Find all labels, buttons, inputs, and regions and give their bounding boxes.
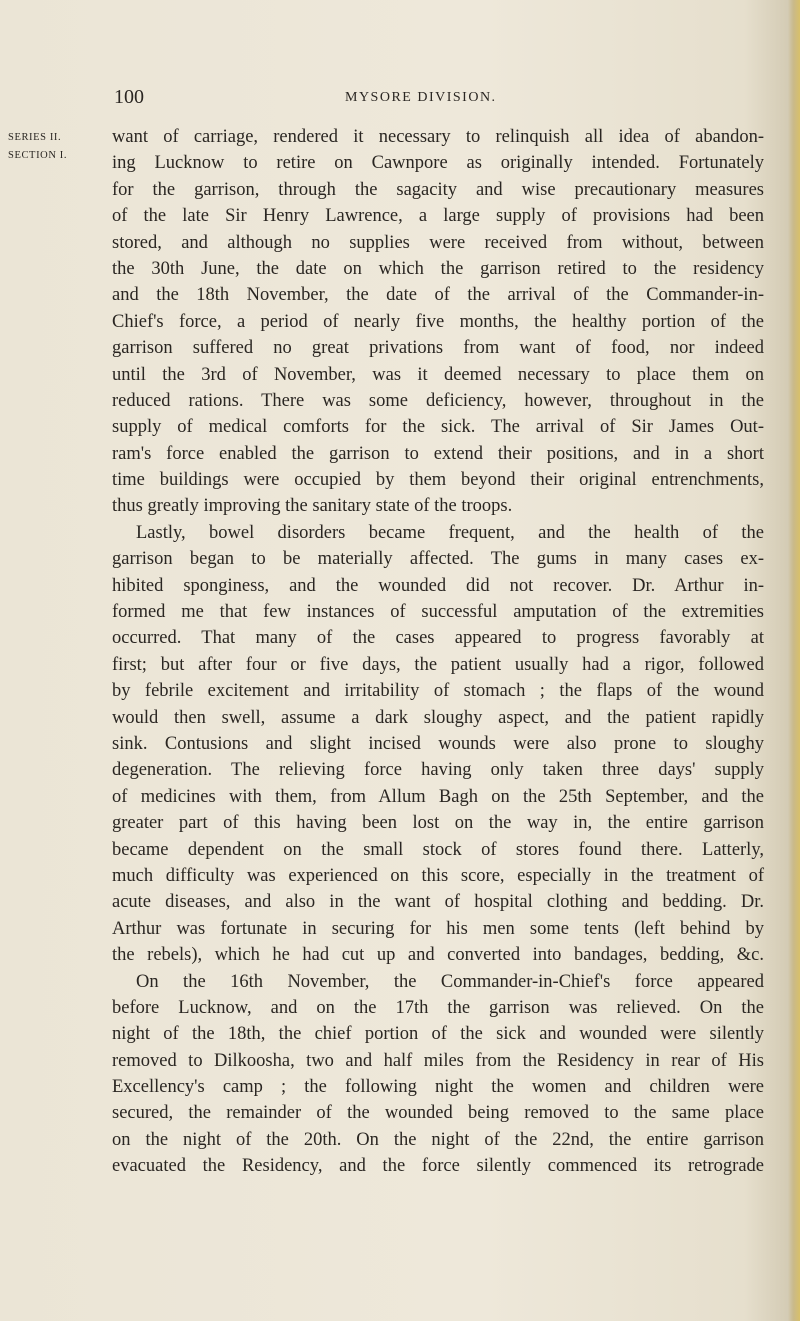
running-head bbox=[0, 86, 800, 116]
text-line: would then swell, assume a dark sloughy aspect, and the patient rapidly bbox=[112, 707, 764, 728]
running-title: MYSORE DIVISION. bbox=[345, 90, 497, 105]
text-line: time buildings were occupied by them beyond their original entrenchments, bbox=[112, 470, 764, 491]
text-line: secured, the remainder of the wounded being removed to the same place bbox=[112, 1103, 764, 1124]
text-line: greater part of this having been lost on the way in, the entire garrison bbox=[112, 813, 764, 834]
text-line: on the night of the 20th. On the night of the 22nd, the entire garrison bbox=[112, 1129, 764, 1150]
text-line: ram's force enabled the garrison to extend their positions, and in a short bbox=[112, 443, 764, 464]
text-line: evacuated the Residency, and the force silently commenced its retrograde bbox=[112, 1156, 764, 1177]
text-line: first; but after four or five days, the patient usually had a rigor, followed bbox=[112, 654, 764, 675]
margin-note bbox=[8, 129, 88, 165]
text-line: until the 3rd of November, was it deemed necessary to place them on bbox=[112, 364, 764, 385]
page-number: 100 bbox=[114, 86, 144, 108]
text-line: of the late Sir Henry Lawrence, a large supply of provisions had been bbox=[112, 206, 764, 227]
text-line: stored, and although no supplies were received from without, between bbox=[112, 232, 764, 253]
paragraph-start-line: Lastly, bowel disorders became frequent, and the health of the bbox=[136, 522, 764, 543]
text-line: acute diseases, and also in the want of hospital clothing and bedding. Dr. bbox=[112, 892, 764, 913]
text-line: hibited sponginess, and the wounded did not recover. Dr. Arthur in- bbox=[112, 575, 764, 596]
text-line: the 30th June, the date on which the garrison retired to the residency bbox=[112, 258, 764, 279]
text-line: the rebels), which he had cut up and converted into bandages, bedding, &c. bbox=[112, 945, 764, 966]
text-line: for the garrison, through the sagacity and wise precautionary measures bbox=[112, 179, 764, 200]
text-line: before Lucknow, and on the 17th the garrison was relieved. On the bbox=[112, 997, 764, 1018]
text-line: ing Lucknow to retire on Cawnpore as originally intended. Fortunately bbox=[112, 153, 764, 174]
text-line: reduced rations. There was some deficiency, however, throughout in the bbox=[112, 390, 764, 411]
text-line: by febrile excitement and irritability of stomach ; the flaps of the wound bbox=[112, 681, 764, 702]
text-line: formed me that few instances of successful amputation of the extremities bbox=[112, 602, 764, 623]
text-line: much difficulty was experienced on this score, especially in the treatment of bbox=[112, 865, 764, 886]
margin-series: SERIES II. bbox=[8, 132, 62, 143]
page-edge bbox=[788, 0, 800, 1321]
text-line: degeneration. The relieving force having only taken three days' supply bbox=[112, 760, 764, 781]
text-line: Arthur was fortunate in securing for his men some tents (left behind by bbox=[112, 918, 764, 939]
text-line: occurred. That many of the cases appeared to progress favorably at bbox=[112, 628, 764, 649]
text-line: supply of medical comforts for the sick. The arrival of Sir James Out- bbox=[112, 417, 764, 438]
text-line: want of carriage, rendered it necessary to relinquish all idea of abandon- bbox=[112, 127, 764, 147]
text-line: removed to Dilkoosha, two and half miles from the Residency in rear of His bbox=[112, 1050, 764, 1071]
text-line: Excellency's camp ; the following night the women and children were bbox=[112, 1077, 764, 1098]
text-line: thus greatly improving the sanitary state of the troops. bbox=[112, 496, 513, 517]
text-line: and the 18th November, the date of the arrival of the Commander-in- bbox=[112, 285, 764, 306]
body-text bbox=[112, 124, 764, 1180]
text-line: night of the 18th, the chief portion of the sick and wounded were silently bbox=[112, 1024, 764, 1045]
margin-section: SECTION I. bbox=[8, 150, 68, 161]
paragraph-start-line: On the 16th November, the Commander-in-Chief's force appeared bbox=[136, 971, 764, 992]
text-line: sink. Contusions and slight incised wounds were also prone to sloughy bbox=[112, 733, 764, 754]
text-line: Chief's force, a period of nearly five months, the healthy portion of the bbox=[112, 311, 764, 332]
text-line: became dependent on the small stock of stores found there. Latterly, bbox=[112, 839, 764, 860]
text-line: garrison suffered no great privations from want of food, nor indeed bbox=[112, 338, 764, 359]
text-line: garrison began to be materially affected. The gums in many cases ex- bbox=[112, 549, 764, 570]
text-line: of medicines with them, from Allum Bagh on the 25th September, and the bbox=[112, 786, 764, 807]
